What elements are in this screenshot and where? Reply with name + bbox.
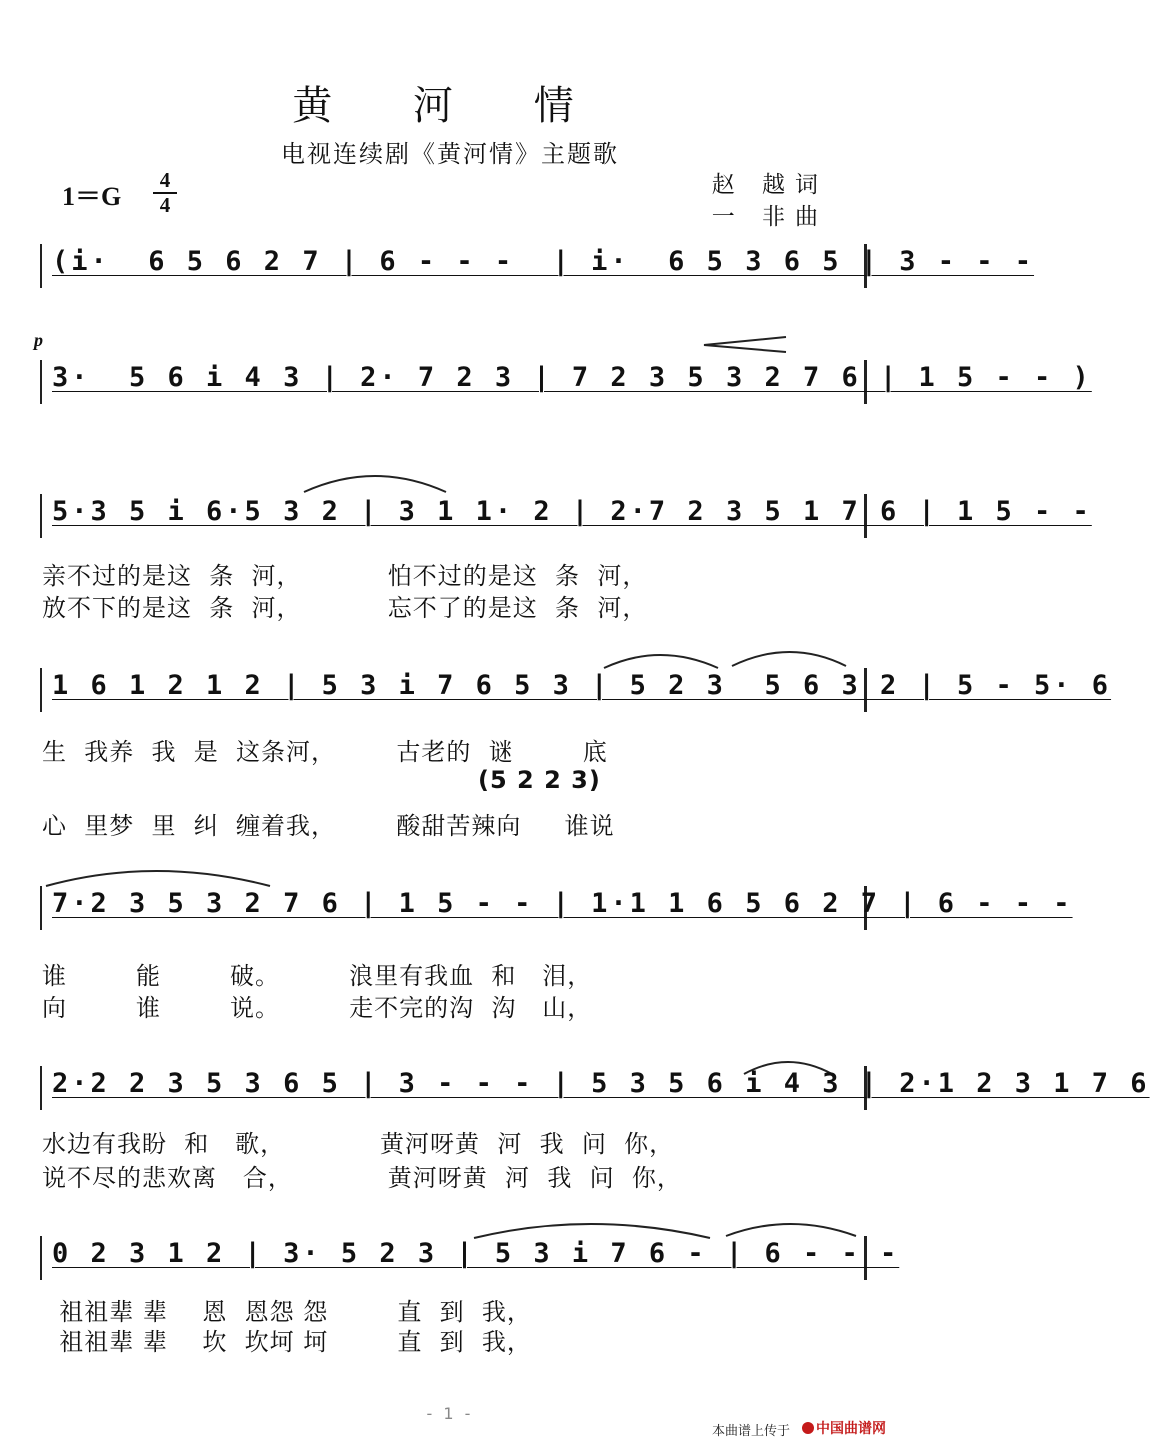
lyrics-row-3-verse-1: 亲不过的是这 条 河， 怕不过的是这 条 河， bbox=[42, 562, 648, 590]
song-title: 黄 河 情 bbox=[292, 83, 608, 129]
dynamic-mark: p bbox=[34, 330, 43, 350]
key-signature: 1＝G bbox=[62, 182, 122, 211]
time-signature bbox=[153, 170, 177, 216]
lyrics-row-5-verse-2: 向 谁 说。 走不完的沟 沟 山， bbox=[42, 994, 593, 1022]
staff-row-3 bbox=[40, 494, 1092, 538]
notes-row-7: 0 2 3 1 2 | 3· 5 2 3 | 5 3 i 7 6 - | 6 - - - bbox=[52, 1238, 900, 1269]
lyricist-credit: 赵 越词 bbox=[711, 172, 828, 198]
lyrics-row-7-verse-1: 祖祖辈 辈 恩 恩怨 怨 直 到 我， bbox=[42, 1298, 532, 1326]
staff-row-1 bbox=[40, 244, 1035, 288]
staff-row-5 bbox=[40, 886, 1073, 930]
notes-row-6: 2·2 2 3 5 3 6 5 | 3 - - - | 5 3 5 6 i 4 3 | 2·1 2 3 1 7 6 bbox=[52, 1068, 1150, 1099]
lyrics-row-4-verse-1: 生 我养 我 是 这条河， 古老的 谜 底 bbox=[42, 738, 608, 766]
lyrics-row-3-verse-2: 放不下的是这 条 河， 忘不了的是这 条 河， bbox=[42, 594, 648, 622]
slur-row-3 bbox=[300, 466, 450, 496]
notes-row-4: 1 6 1 2 1 2 | 5 3 i 7 6 5 3 | 5 2 3 5 6 3 2 | 5 - 5· 6 bbox=[52, 670, 1112, 701]
site-logo[interactable] bbox=[802, 1418, 886, 1438]
time-signature-top: 4 bbox=[159, 168, 171, 192]
notes-row-1: (i· 6 5 6 2 7 | 6 - - - | i· 6 5 3 6 5 | 3 - - - bbox=[52, 246, 1035, 277]
lyrics-row-4-verse-2: 心 里梦 里 纠 缠着我， 酸甜苦辣向 谁说 bbox=[42, 812, 615, 840]
lyrics-row-5-verse-1: 谁 能 破。 浪里有我血 和 泪， bbox=[42, 962, 593, 990]
site-logo-icon bbox=[802, 1422, 814, 1434]
lyrics-row-4-alternate-notes: (5 2 2 3) bbox=[478, 766, 601, 794]
composer-credit: 一 非曲 bbox=[711, 204, 828, 230]
staff-row-6 bbox=[40, 1066, 1150, 1110]
upload-note: 本曲谱上传于 bbox=[711, 1424, 790, 1439]
song-subtitle: 电视连续剧《黄河情》主题歌 bbox=[281, 140, 619, 168]
lyrics-row-7-verse-2: 祖祖辈 辈 坎 坎坷 坷 直 到 我， bbox=[42, 1328, 532, 1356]
lyrics-row-6-verse-1: 水边有我盼 和 歌， 黄河呀黄 河 我 问 你， bbox=[42, 1130, 675, 1158]
page-number: - 1 - bbox=[426, 1404, 474, 1423]
time-signature-bottom: 4 bbox=[159, 193, 171, 217]
staff-row-4 bbox=[40, 668, 1112, 712]
notes-row-2: 3· 5 6 i 4 3 | 2· 7 2 3 | 7 2 3 5 3 2 7 6 | 1 5 - - ) bbox=[52, 362, 1092, 393]
staff-row-2 bbox=[40, 360, 1092, 404]
lyrics-row-6-verse-2: 说不尽的悲欢离 合， 黄河呀黄 河 我 问 你， bbox=[42, 1164, 682, 1192]
notes-row-3: 5·3 5 i 6·5 3 2 | 3 1 1· 2 | 2·7 2 3 5 1 7 6 | 1 5 - - bbox=[52, 496, 1092, 527]
staff-row-7 bbox=[40, 1236, 900, 1280]
notes-row-5: 7·2 3 5 3 2 7 6 | 1 5 - - | 1·1 1 6 5 6 2 7 | 6 - - - bbox=[52, 888, 1073, 919]
crescendo-mark bbox=[700, 334, 790, 354]
site-logo-text: 中国曲谱网 bbox=[816, 1421, 886, 1437]
